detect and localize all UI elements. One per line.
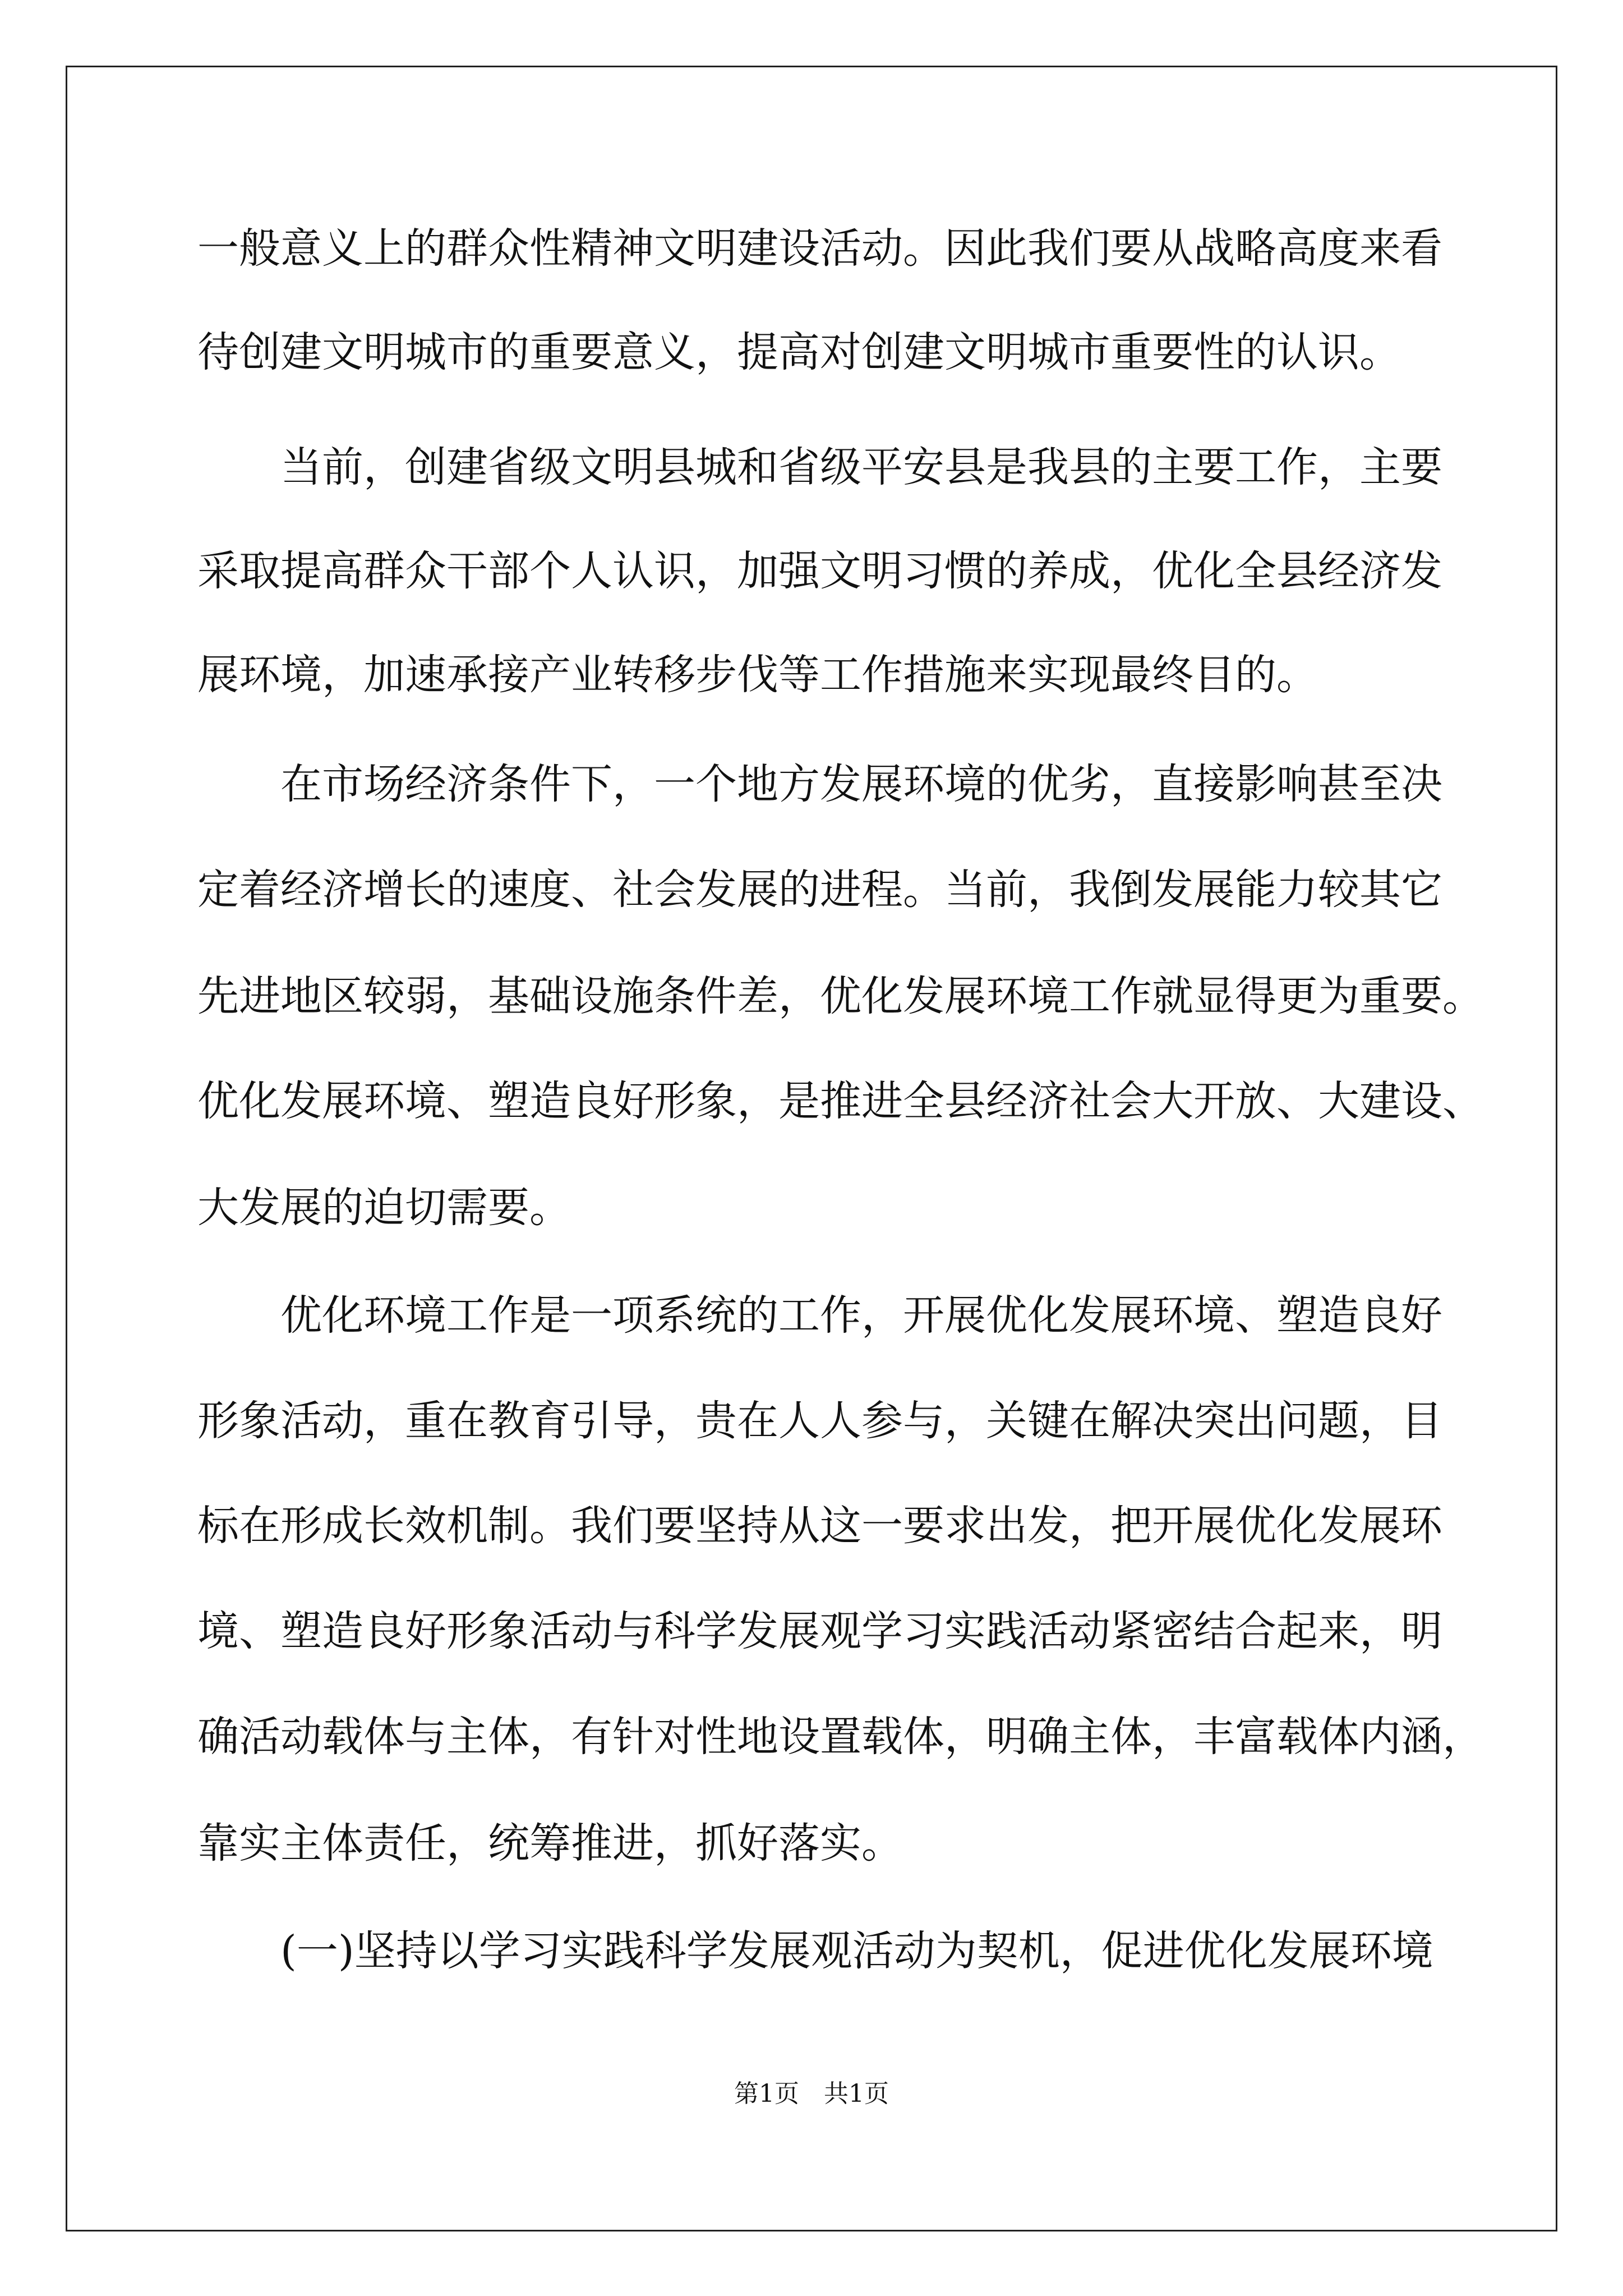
page-total: 共1页 xyxy=(824,2079,889,2108)
text-line: 先进地区较弱，基础设施条件差，优化发展环境工作就显得更为重要。 xyxy=(197,972,1484,1020)
text-line: 优化发展环境、塑造良好形象，是推进全县经济社会大开放、大建设、 xyxy=(197,1077,1484,1125)
text-line: 展环境，加速承接产业转移步伐等工作措施来实现最终目的。 xyxy=(197,651,1318,699)
text-line: 一般意义上的群众性精神文明建设活动。因此我们要从战略高度来看 xyxy=(197,224,1442,273)
text-line: 靠实主体责任，统筹推进，抓好落实。 xyxy=(197,1819,903,1867)
text-line: (一)坚持以学习实践科学发展观活动为契机，促进优化发展环境 xyxy=(280,1927,1433,1975)
text-line: 大发展的迫切需要。 xyxy=(197,1184,571,1232)
page-footer xyxy=(0,2077,1623,2111)
page-number: 第1页 xyxy=(734,2079,799,2108)
text-line: 优化环境工作是一项系统的工作，开展优化发展环境、塑造良好 xyxy=(280,1291,1442,1340)
text-line: 待创建文明城市的重要意义，提高对创建文明城市重要性的认识。 xyxy=(197,328,1401,376)
text-line: 定着经济增长的速度、社会发展的进程。当前，我倒发展能力较其它 xyxy=(197,866,1442,914)
text-line: 采取提高群众干部个人认识，加强文明习惯的养成，优化全县经济发 xyxy=(197,547,1442,595)
text-line: 境、塑造良好形象活动与科学发展观学习实践活动紧密结合起来，明 xyxy=(197,1607,1442,1655)
page-border xyxy=(66,66,1557,2231)
text-line: 形象活动，重在教育引导，贵在人人参与，关键在解决突出问题，目 xyxy=(197,1397,1442,1445)
text-line: 标在形成长效机制。我们要坚持从这一要求出发，把开展优化发展环 xyxy=(197,1502,1442,1550)
text-line: 在市场经济条件下，一个地方发展环境的优劣，直接影响甚至决 xyxy=(280,760,1442,808)
text-line: 确活动载体与主体，有针对性地设置载体，明确主体，丰富载体内涵， xyxy=(197,1713,1484,1761)
text-line: 当前，创建省级文明县城和省级平安县是我县的主要工作，主要 xyxy=(280,443,1442,491)
